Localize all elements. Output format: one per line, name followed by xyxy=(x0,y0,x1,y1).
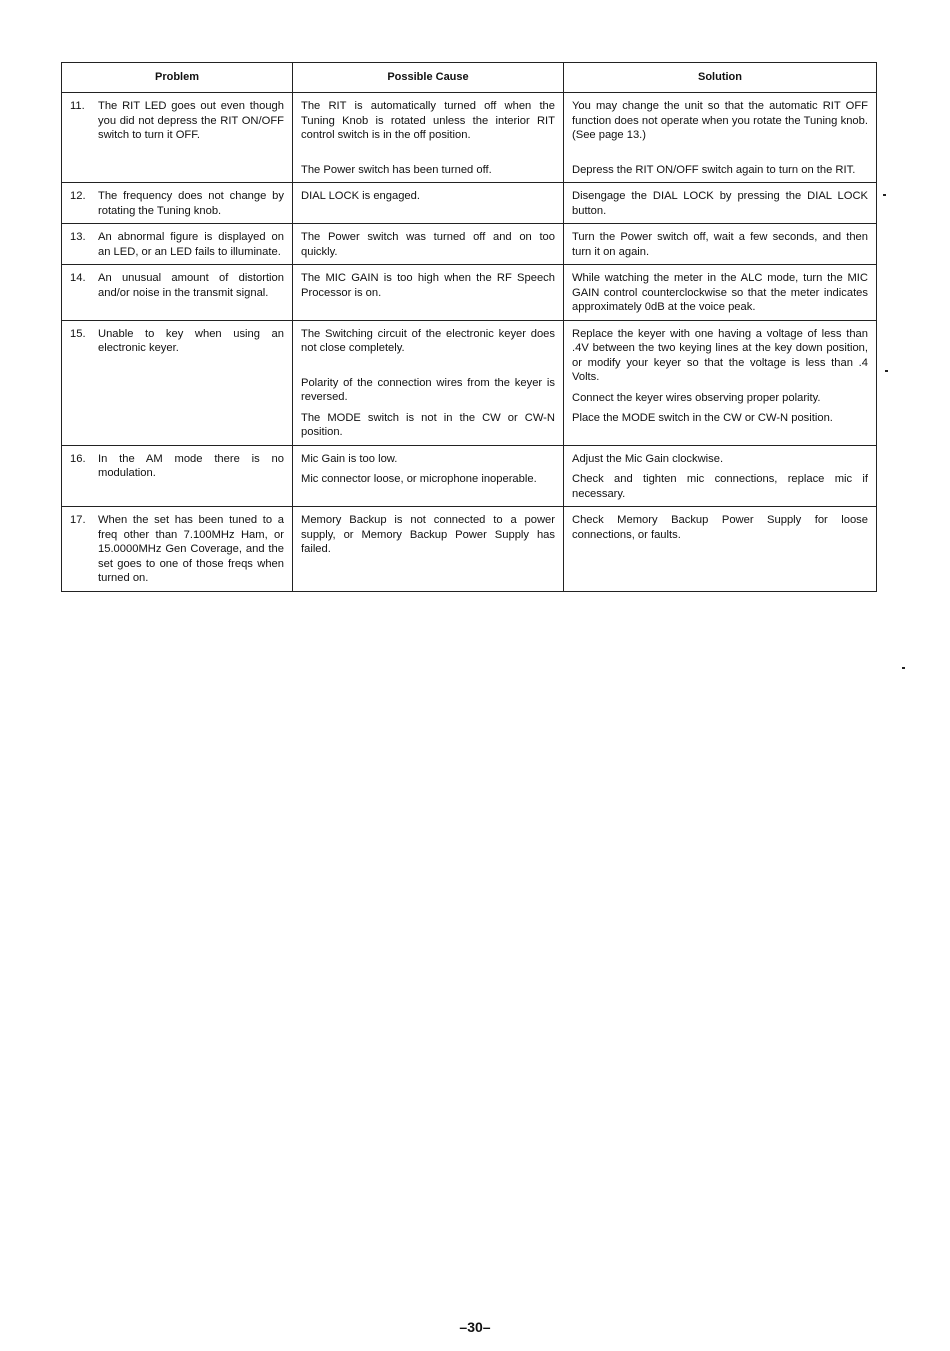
header-solution: Solution xyxy=(564,63,877,93)
table-row xyxy=(62,224,877,265)
cause-text: Polarity of the connection wires from the keyer is reversed. xyxy=(301,376,555,403)
cause-text: DIAL LOCK is engaged. xyxy=(301,190,420,202)
table-row xyxy=(62,320,877,445)
problem-number: 15. xyxy=(70,327,86,340)
solution-text: Check Memory Backup Power Supply for loose connections, or faults. xyxy=(572,514,868,541)
cause-text: Mic connector loose, or microphone inoperable. xyxy=(301,473,537,485)
problem-entry xyxy=(70,327,284,356)
solution-text: While watching the meter in the ALC mode, turn the MIC GAIN control counterclockwise so that the meter indicates approximately 0dB at the voice peak. xyxy=(572,272,868,313)
solution-cell xyxy=(564,320,877,445)
problem-text: When the set has been tuned to a freq other than 7.100MHz Ham, or 15.0000MHz Gen Coverage, and the set goes to one of those freqs when turned on. xyxy=(98,514,284,584)
solution-cell xyxy=(564,507,877,592)
solution-text: Connect the keyer wires observing proper polarity. xyxy=(572,391,821,404)
cause-text: The RIT is automatically turned off when the Tuning Knob is rotated unless the interior RIT control switch is in the off position. xyxy=(301,100,555,141)
cause-text: Memory Backup is not connected to a power supply, or Memory Backup Power Supply has failed. xyxy=(301,514,555,555)
cause-cell xyxy=(293,445,564,507)
solution-text: Turn the Power switch off, wait a few seconds, and then turn it on again. xyxy=(572,231,868,258)
table-body xyxy=(62,93,877,592)
cause-cell xyxy=(293,224,564,265)
problem-entry xyxy=(70,230,284,259)
problem-number: 13. xyxy=(70,231,86,243)
table-row xyxy=(62,183,877,224)
margin-mark xyxy=(885,370,888,372)
page-number: –30– xyxy=(459,1319,491,1335)
margin-mark xyxy=(883,194,886,196)
solution-text: You may change the unit so that the automatic RIT OFF function does not operate when you rotate the Tuning knob. (See page 13.) xyxy=(572,100,868,141)
problem-text: An abnormal figure is displayed on an LED, or an LED fails to illuminate. xyxy=(98,231,284,258)
problem-cell xyxy=(62,93,293,183)
cause-text: Mic Gain is too low. xyxy=(301,452,398,465)
problem-entry xyxy=(70,99,284,143)
cause-text: The Power switch has been turned off. xyxy=(301,163,492,176)
cause-text: The MIC GAIN is too high when the RF Speech Processor is on. xyxy=(301,272,555,299)
solution-cell xyxy=(564,93,877,183)
problem-text: In the AM mode there is no modulation. xyxy=(98,452,284,479)
problem-number: 17. xyxy=(70,514,86,526)
problem-entry xyxy=(70,513,284,586)
solution-text: Place the MODE switch in the CW or CW-N position. xyxy=(572,412,833,424)
cause-text: The Switching circuit of the electronic keyer does not close completely. xyxy=(301,327,555,354)
problem-cell xyxy=(62,320,293,445)
header-possible-cause: Possible Cause xyxy=(293,63,564,93)
troubleshooting-table xyxy=(61,62,877,592)
header-problem: Problem xyxy=(62,63,293,93)
problem-text: Unable to key when using an electronic keyer. xyxy=(98,327,284,354)
table-row xyxy=(62,93,877,183)
problem-text: The frequency does not change by rotating the Tuning knob. xyxy=(98,190,284,217)
cause-cell xyxy=(293,93,564,183)
solution-cell xyxy=(564,224,877,265)
problem-cell xyxy=(62,183,293,224)
problem-cell xyxy=(62,445,293,507)
problem-text: An unusual amount of distortion and/or noise in the transmit signal. xyxy=(98,272,284,299)
cause-text: The MODE switch is not in the CW or CW-N position. xyxy=(301,411,555,438)
table-row xyxy=(62,265,877,321)
table-row xyxy=(62,507,877,592)
table-row xyxy=(62,445,877,507)
solution-text: Adjust the Mic Gain clockwise. xyxy=(572,452,724,465)
problem-number: 16. xyxy=(70,452,86,465)
cause-cell xyxy=(293,320,564,445)
cause-cell xyxy=(293,265,564,321)
problem-cell xyxy=(62,224,293,265)
solution-cell xyxy=(564,183,877,224)
problem-entry xyxy=(70,452,284,481)
solution-text: Replace the keyer with one having a voltage of less than .4V between the two keying lines at the key down position, or modify your keyer so that the voltage is less than .4 Volts. xyxy=(572,327,868,383)
solution-text: Disengage the DIAL LOCK by pressing the DIAL LOCK button. xyxy=(572,190,868,217)
problem-cell xyxy=(62,507,293,592)
solution-text: Check and tighten mic connections, replace mic if necessary. xyxy=(572,473,868,500)
cause-cell xyxy=(293,507,564,592)
header-row xyxy=(62,63,877,93)
cause-text: The Power switch was turned off and on too quickly. xyxy=(301,231,555,258)
solution-text: Depress the RIT ON/OFF switch again to turn on the RIT. xyxy=(572,163,856,176)
problem-cell xyxy=(62,265,293,321)
problem-number: 11. xyxy=(70,100,85,112)
solution-cell xyxy=(564,265,877,321)
problem-text: The RIT LED goes out even though you did not depress the RIT ON/OFF switch to turn it OFF. xyxy=(98,100,284,141)
solution-cell xyxy=(564,445,877,507)
problem-entry xyxy=(70,271,284,300)
cause-cell xyxy=(293,183,564,224)
margin-mark xyxy=(902,667,905,669)
problem-number: 12. xyxy=(70,190,86,202)
problem-number: 14. xyxy=(70,272,86,284)
problem-entry xyxy=(70,189,284,218)
